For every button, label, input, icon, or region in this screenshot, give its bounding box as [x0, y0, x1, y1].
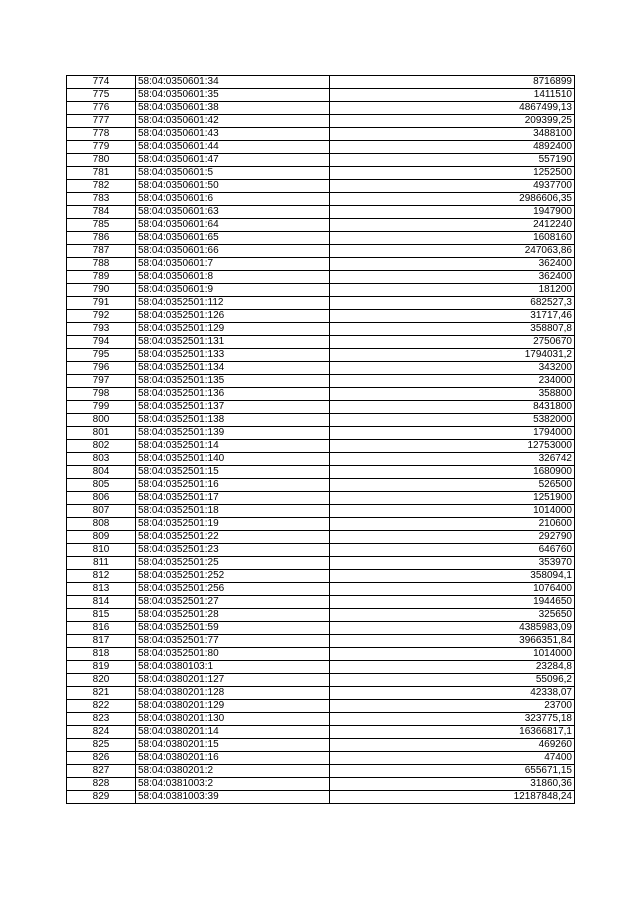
- cadastral-number-cell: 58:04:0380201:130: [136, 713, 330, 726]
- value-cell: 12753000: [330, 440, 575, 453]
- table-row: [67, 375, 575, 388]
- table-row: [67, 167, 575, 180]
- row-number-cell: 814: [67, 596, 136, 609]
- value-cell: 4937700: [330, 180, 575, 193]
- cadastral-number-cell: 58:04:0352501:59: [136, 622, 330, 635]
- row-number-cell: 782: [67, 180, 136, 193]
- cadastral-number-cell: 58:04:0352501:22: [136, 531, 330, 544]
- row-number-cell: 828: [67, 778, 136, 791]
- table-row: [67, 466, 575, 479]
- table-row: [67, 635, 575, 648]
- cadastral-number-cell: 58:04:0352501:23: [136, 544, 330, 557]
- cadastral-number-cell: 58:04:0350601:50: [136, 180, 330, 193]
- table-row: [67, 427, 575, 440]
- table-row: [67, 258, 575, 271]
- value-cell: 362400: [330, 271, 575, 284]
- value-cell: 8431800: [330, 401, 575, 414]
- row-number-cell: 807: [67, 505, 136, 518]
- table-row: [67, 193, 575, 206]
- value-cell: 3488100: [330, 128, 575, 141]
- cadastral-number-cell: 58:04:0350601:38: [136, 102, 330, 115]
- row-number-cell: 825: [67, 739, 136, 752]
- table-row: [67, 765, 575, 778]
- row-number-cell: 803: [67, 453, 136, 466]
- row-number-cell: 800: [67, 414, 136, 427]
- row-number-cell: 786: [67, 232, 136, 245]
- value-cell: 1014000: [330, 505, 575, 518]
- row-number-cell: 784: [67, 206, 136, 219]
- row-number-cell: 776: [67, 102, 136, 115]
- cadastral-number-cell: 58:04:0352501:17: [136, 492, 330, 505]
- table-row: [67, 739, 575, 752]
- row-number-cell: 794: [67, 336, 136, 349]
- value-cell: 343200: [330, 362, 575, 375]
- table-row: [67, 570, 575, 583]
- cadastral-number-cell: 58:04:0380201:2: [136, 765, 330, 778]
- cadastral-number-cell: 58:04:0350601:65: [136, 232, 330, 245]
- cadastral-number-cell: 58:04:0380201:127: [136, 674, 330, 687]
- cadastral-number-cell: 58:04:0352501:25: [136, 557, 330, 570]
- cadastral-number-cell: 58:04:0350601:47: [136, 154, 330, 167]
- row-number-cell: 820: [67, 674, 136, 687]
- value-cell: 8716899: [330, 76, 575, 89]
- row-number-cell: 801: [67, 427, 136, 440]
- value-cell: 181200: [330, 284, 575, 297]
- table-row: [67, 284, 575, 297]
- table-row: [67, 492, 575, 505]
- table-row: [67, 791, 575, 804]
- row-number-cell: 817: [67, 635, 136, 648]
- value-cell: 2412240: [330, 219, 575, 232]
- cadastral-number-cell: 58:04:0352501:138: [136, 414, 330, 427]
- row-number-cell: 797: [67, 375, 136, 388]
- table-row: [67, 388, 575, 401]
- cadastral-number-cell: 58:04:0352501:140: [136, 453, 330, 466]
- value-cell: 1251900: [330, 492, 575, 505]
- table-row: [67, 362, 575, 375]
- row-number-cell: 799: [67, 401, 136, 414]
- value-cell: 1947900: [330, 206, 575, 219]
- table-row: [67, 102, 575, 115]
- cadastral-number-cell: 58:04:0352501:131: [136, 336, 330, 349]
- row-number-cell: 777: [67, 115, 136, 128]
- cadastral-number-cell: 58:04:0352501:28: [136, 609, 330, 622]
- table-row: [67, 89, 575, 102]
- row-number-cell: 804: [67, 466, 136, 479]
- row-number-cell: 827: [67, 765, 136, 778]
- row-number-cell: 775: [67, 89, 136, 102]
- value-cell: 2750670: [330, 336, 575, 349]
- cadastral-number-cell: 58:04:0352501:77: [136, 635, 330, 648]
- value-cell: 12187848,24: [330, 791, 575, 804]
- row-number-cell: 826: [67, 752, 136, 765]
- cadastral-number-cell: 58:04:0380201:129: [136, 700, 330, 713]
- cadastral-number-cell: 58:04:0350601:35: [136, 89, 330, 102]
- row-number-cell: 778: [67, 128, 136, 141]
- value-cell: 358094,1: [330, 570, 575, 583]
- table-row: [67, 713, 575, 726]
- value-cell: 3966351,84: [330, 635, 575, 648]
- cadastral-number-cell: 58:04:0350601:42: [136, 115, 330, 128]
- table-row: [67, 453, 575, 466]
- row-number-cell: 829: [67, 791, 136, 804]
- table-row: [67, 726, 575, 739]
- row-number-cell: 823: [67, 713, 136, 726]
- value-cell: 4867499,13: [330, 102, 575, 115]
- cadastral-number-cell: 58:04:0352501:18: [136, 505, 330, 518]
- cadastral-number-cell: 58:04:0352501:256: [136, 583, 330, 596]
- table-row: [67, 661, 575, 674]
- cadastral-number-cell: 58:04:0350601:66: [136, 245, 330, 258]
- value-cell: 469260: [330, 739, 575, 752]
- cadastral-number-cell: 58:04:0350601:5: [136, 167, 330, 180]
- row-number-cell: 788: [67, 258, 136, 271]
- row-number-cell: 785: [67, 219, 136, 232]
- cadastral-number-cell: 58:04:0381003:39: [136, 791, 330, 804]
- value-cell: 353970: [330, 557, 575, 570]
- table-body: [67, 76, 575, 804]
- table-row: [67, 583, 575, 596]
- row-number-cell: 809: [67, 531, 136, 544]
- row-number-cell: 819: [67, 661, 136, 674]
- value-cell: 646760: [330, 544, 575, 557]
- cadastral-number-cell: 58:04:0352501:135: [136, 375, 330, 388]
- cadastral-number-cell: 58:04:0350601:9: [136, 284, 330, 297]
- cadastral-number-cell: 58:04:0352501:27: [136, 596, 330, 609]
- value-cell: 1608160: [330, 232, 575, 245]
- value-cell: 1252500: [330, 167, 575, 180]
- cadastral-number-cell: 58:04:0380201:15: [136, 739, 330, 752]
- row-number-cell: 792: [67, 310, 136, 323]
- table-row: [67, 245, 575, 258]
- cadastral-number-cell: 58:04:0352501:137: [136, 401, 330, 414]
- table-row: [67, 518, 575, 531]
- cadastral-number-cell: 58:04:0352501:136: [136, 388, 330, 401]
- value-cell: 234000: [330, 375, 575, 388]
- cadastral-number-cell: 58:04:0352501:134: [136, 362, 330, 375]
- row-number-cell: 824: [67, 726, 136, 739]
- value-cell: 247063,86: [330, 245, 575, 258]
- value-cell: 209399,25: [330, 115, 575, 128]
- table-row: [67, 752, 575, 765]
- cadastral-number-cell: 58:04:0380201:128: [136, 687, 330, 700]
- row-number-cell: 783: [67, 193, 136, 206]
- table-row: [67, 219, 575, 232]
- cadastral-number-cell: 58:04:0380201:16: [136, 752, 330, 765]
- cadastral-number-cell: 58:04:0352501:16: [136, 479, 330, 492]
- cadastral-number-cell: 58:04:0352501:133: [136, 349, 330, 362]
- row-number-cell: 795: [67, 349, 136, 362]
- value-cell: 23700: [330, 700, 575, 713]
- cadastral-number-cell: 58:04:0352501:112: [136, 297, 330, 310]
- table-row: [67, 232, 575, 245]
- value-cell: 42338,07: [330, 687, 575, 700]
- table-row: [67, 206, 575, 219]
- table-row: [67, 778, 575, 791]
- value-cell: 292790: [330, 531, 575, 544]
- cadastral-number-cell: 58:04:0352501:252: [136, 570, 330, 583]
- value-cell: 362400: [330, 258, 575, 271]
- table-row: [67, 557, 575, 570]
- cadastral-number-cell: 58:04:0350601:43: [136, 128, 330, 141]
- cadastral-number-cell: 58:04:0352501:139: [136, 427, 330, 440]
- cadastral-number-cell: 58:04:0352501:129: [136, 323, 330, 336]
- table-row: [67, 479, 575, 492]
- row-number-cell: 818: [67, 648, 136, 661]
- value-cell: 31860,36: [330, 778, 575, 791]
- table-row: [67, 76, 575, 89]
- table-row: [67, 544, 575, 557]
- table-row: [67, 687, 575, 700]
- row-number-cell: 806: [67, 492, 136, 505]
- value-cell: 31717,46: [330, 310, 575, 323]
- table-row: [67, 271, 575, 284]
- table-row: [67, 141, 575, 154]
- value-cell: 1014000: [330, 648, 575, 661]
- table-row: [67, 297, 575, 310]
- table-row: [67, 609, 575, 622]
- value-cell: 5382000: [330, 414, 575, 427]
- row-number-cell: 780: [67, 154, 136, 167]
- table-row: [67, 128, 575, 141]
- table-row: [67, 349, 575, 362]
- table-row: [67, 310, 575, 323]
- value-cell: 4385983,09: [330, 622, 575, 635]
- row-number-cell: 789: [67, 271, 136, 284]
- value-cell: 358807,8: [330, 323, 575, 336]
- row-number-cell: 798: [67, 388, 136, 401]
- table-row: [67, 154, 575, 167]
- row-number-cell: 808: [67, 518, 136, 531]
- data-table: [66, 75, 575, 804]
- value-cell: 4892400: [330, 141, 575, 154]
- table-row: [67, 440, 575, 453]
- value-cell: 1794000: [330, 427, 575, 440]
- cadastral-number-cell: 58:04:0350601:64: [136, 219, 330, 232]
- cadastral-number-cell: 58:04:0350601:6: [136, 193, 330, 206]
- cadastral-number-cell: 58:04:0352501:19: [136, 518, 330, 531]
- table-row: [67, 505, 575, 518]
- cadastral-number-cell: 58:04:0352501:14: [136, 440, 330, 453]
- row-number-cell: 774: [67, 76, 136, 89]
- value-cell: 323775,18: [330, 713, 575, 726]
- table-row: [67, 648, 575, 661]
- cadastral-number-cell: 58:04:0350601:44: [136, 141, 330, 154]
- value-cell: 1411510: [330, 89, 575, 102]
- value-cell: 557190: [330, 154, 575, 167]
- value-cell: 1076400: [330, 583, 575, 596]
- table-row: [67, 336, 575, 349]
- value-cell: 47400: [330, 752, 575, 765]
- cadastral-number-cell: 58:04:0352501:126: [136, 310, 330, 323]
- row-number-cell: 821: [67, 687, 136, 700]
- table-row: [67, 531, 575, 544]
- value-cell: 1680900: [330, 466, 575, 479]
- cadastral-number-cell: 58:04:0350601:8: [136, 271, 330, 284]
- table-row: [67, 115, 575, 128]
- value-cell: 16366817,1: [330, 726, 575, 739]
- row-number-cell: 811: [67, 557, 136, 570]
- value-cell: 1794031,2: [330, 349, 575, 362]
- row-number-cell: 810: [67, 544, 136, 557]
- row-number-cell: 779: [67, 141, 136, 154]
- value-cell: 210600: [330, 518, 575, 531]
- row-number-cell: 813: [67, 583, 136, 596]
- value-cell: 325650: [330, 609, 575, 622]
- table-row: [67, 323, 575, 336]
- table-row: [67, 596, 575, 609]
- cadastral-number-cell: 58:04:0352501:15: [136, 466, 330, 479]
- table-row: [67, 180, 575, 193]
- row-number-cell: 790: [67, 284, 136, 297]
- cadastral-number-cell: 58:04:0381003:2: [136, 778, 330, 791]
- row-number-cell: 816: [67, 622, 136, 635]
- row-number-cell: 815: [67, 609, 136, 622]
- table-row: [67, 700, 575, 713]
- row-number-cell: 802: [67, 440, 136, 453]
- cadastral-number-cell: 58:04:0380103:1: [136, 661, 330, 674]
- value-cell: 326742: [330, 453, 575, 466]
- table-row: [67, 622, 575, 635]
- row-number-cell: 822: [67, 700, 136, 713]
- value-cell: 682527,3: [330, 297, 575, 310]
- row-number-cell: 812: [67, 570, 136, 583]
- value-cell: 23284,8: [330, 661, 575, 674]
- value-cell: 2986606,35: [330, 193, 575, 206]
- row-number-cell: 793: [67, 323, 136, 336]
- row-number-cell: 796: [67, 362, 136, 375]
- cadastral-number-cell: 58:04:0352501:80: [136, 648, 330, 661]
- value-cell: 1944650: [330, 596, 575, 609]
- value-cell: 526500: [330, 479, 575, 492]
- row-number-cell: 791: [67, 297, 136, 310]
- row-number-cell: 805: [67, 479, 136, 492]
- row-number-cell: 787: [67, 245, 136, 258]
- value-cell: 55096,2: [330, 674, 575, 687]
- cadastral-number-cell: 58:04:0350601:7: [136, 258, 330, 271]
- row-number-cell: 781: [67, 167, 136, 180]
- table-row: [67, 401, 575, 414]
- cadastral-number-cell: 58:04:0350601:34: [136, 76, 330, 89]
- table-row: [67, 674, 575, 687]
- cadastral-number-cell: 58:04:0350601:63: [136, 206, 330, 219]
- cadastral-number-cell: 58:04:0380201:14: [136, 726, 330, 739]
- value-cell: 358800: [330, 388, 575, 401]
- value-cell: 655671,15: [330, 765, 575, 778]
- table-row: [67, 414, 575, 427]
